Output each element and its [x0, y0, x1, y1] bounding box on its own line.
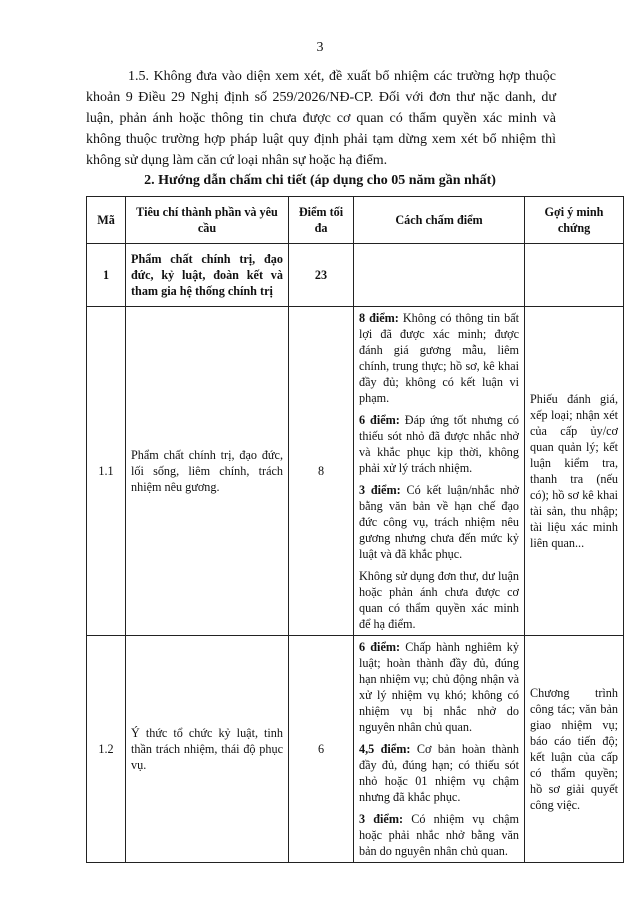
row-code: 1.2	[87, 636, 126, 863]
row-method	[354, 307, 525, 636]
row-max-score: 8	[289, 307, 354, 636]
section-heading: 2. Hướng dẫn chấm chi tiết (áp dụng cho 05 năm gần nhất)	[144, 173, 496, 188]
row-evidence: Chương trình công tác; văn bản giao nhiệm vụ; báo cáo tiến độ; kết luận của cấp có thẩm quyền; hồ sơ giải quyết công việc.	[525, 636, 624, 863]
group-code: 1	[87, 244, 126, 307]
score-level-text: Cơ bản hoàn thành đầy đủ, đúng hạn; có thiếu sót nhỏ hoặc 01 nhiệm vụ chậm nhưng đã khắc phục.	[359, 742, 519, 804]
group-evidence-empty	[525, 244, 624, 307]
group-criteria: Phẩm chất chính trị, đạo đức, kỷ luật, đoàn kết và tham gia hệ thống chính trị	[126, 244, 289, 307]
score-level	[359, 639, 519, 735]
score-level-label: 4,5 điểm:	[359, 742, 411, 756]
header-max-score: Điểm tối đa	[289, 197, 354, 244]
score-level	[359, 412, 519, 476]
intro-paragraph: 1.5. Không đưa vào diện xem xét, đề xuất bổ nhiệm các trường hợp thuộc khoản 9 Điều 29 Nghị định số 259/2026/NĐ-CP. Đối với đơn thư nặc danh, dư luận, phản ánh hoặc thông tin chưa được cơ quan có thẩm quyền xác minh và không thuộc trường hợp pháp luật quy định phải tạm dừng xem xét bổ nhiệm thì không sử dụng làm căn cứ loại nhân sự hoặc hạ điểm.	[86, 69, 556, 168]
score-level-text: Chấp hành nghiêm kỷ luật; hoàn thành đầy đủ, đúng hạn nhiệm vụ; chủ động nhận và xử lý nhiệm vụ khó; không có nhiệm vụ bị nhắc nhở do nguyên nhân chủ quan.	[359, 640, 519, 734]
score-level-text: Có nhiệm vụ chậm hoặc phải nhắc nhở bằng văn bản do nguyên nhân chủ quan.	[359, 812, 520, 858]
table-row	[87, 307, 624, 636]
score-level	[359, 482, 519, 562]
table-header-row	[87, 197, 624, 244]
row-evidence: Phiếu đánh giá, xếp loại; nhận xét của cấp ủy/cơ quan quản lý; kết luận kiểm tra, thanh tra (nếu có); hồ sơ kê khai tài sản, thu nhập; tài liệu xác minh liên quan...	[525, 307, 624, 636]
scoring-table	[86, 196, 624, 863]
score-level-label: 6 điểm:	[359, 640, 401, 654]
table-row	[87, 636, 624, 863]
header-criteria: Tiêu chí thành phần và yêu cầu	[126, 197, 289, 244]
page-number: 3	[316, 40, 324, 55]
score-level-text: Có kết luận/nhắc nhở bằng văn bản về hạn chế đạo đức công vụ, trách nhiệm nêu gương nhưng chưa đến mức kỷ luật và đã khắc phục.	[359, 483, 519, 561]
row-method	[354, 636, 525, 863]
header-code: Mã	[87, 197, 126, 244]
score-level-label: 3 điểm:	[359, 812, 404, 826]
header-method: Cách chấm điểm	[354, 197, 525, 244]
row-criteria: Ý thức tổ chức kỷ luật, tinh thần trách nhiệm, thái độ phục vụ.	[126, 636, 289, 863]
score-level-label: 3 điểm:	[359, 483, 401, 497]
score-level-text: Không có thông tin bất lợi đã được xác minh; được đánh giá gương mẫu, liêm chính, trung thực; hồ sơ, kê khai đầy đủ; không có kết luận vi phạm.	[359, 311, 519, 405]
score-level-label: 8 điểm:	[359, 311, 399, 325]
header-evidence: Gợi ý minh chứng	[525, 197, 624, 244]
score-level	[359, 811, 519, 859]
group-method-empty	[354, 244, 525, 307]
score-note	[359, 568, 519, 632]
score-note-text: Không sử dụng đơn thư, dư luận hoặc phản ánh chưa được cơ quan có thẩm quyền xác minh để hạ điểm.	[359, 569, 519, 631]
table-group-row	[87, 244, 624, 307]
score-level-text: Đáp ứng tốt nhưng có thiếu sót nhỏ đã được nhắc nhở và khắc phục kịp thời, không phải xử lý trách nhiệm.	[359, 413, 519, 475]
row-code: 1.1	[87, 307, 126, 636]
row-criteria: Phẩm chất chính trị, đạo đức, lối sống, liêm chính, trách nhiệm nêu gương.	[126, 307, 289, 636]
group-max-score: 23	[289, 244, 354, 307]
row-max-score: 6	[289, 636, 354, 863]
score-level	[359, 310, 519, 406]
score-level-label: 6 điểm:	[359, 413, 400, 427]
score-level	[359, 741, 519, 805]
